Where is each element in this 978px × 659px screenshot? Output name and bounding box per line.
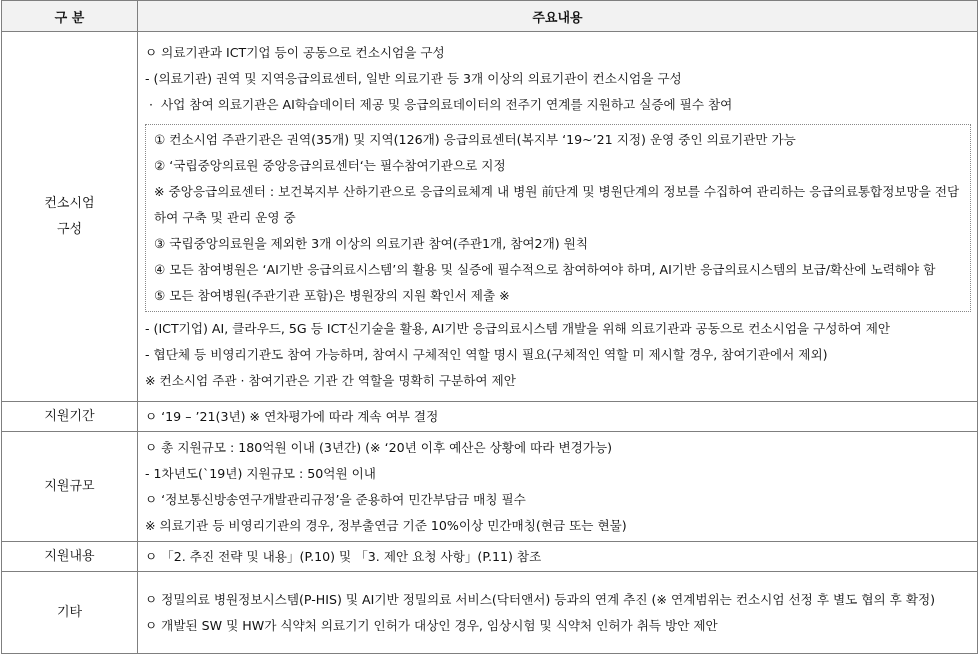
row-content-consortium	[138, 32, 978, 402]
box-line: ⑤ 모든 참여병원(주관기관 포함)은 병원장의 지원 확인서 제출 ※	[154, 287, 510, 303]
header-category: 구 분	[2, 1, 138, 32]
box-line: ② ‘국립중앙의료원 중앙응급의료센터‘는 필수참여기관으로 지정	[154, 157, 506, 173]
label-line-1: 컨소시엄	[44, 195, 95, 211]
content-line: ㅇ 개발된 SW 및 HW가 식약처 의료기기 인허가 대상인 경우, 임상시험 및 식약처 인허가 취득 방안 제안	[145, 617, 718, 633]
box-line: ③ 국립중앙의료원을 제외한 3개 이상의 의료기관 참여(주관1개, 참여2개) 원칙	[154, 235, 588, 251]
row-content-other	[138, 572, 978, 654]
row-contents	[2, 542, 978, 572]
content-line: - (ICT기업) AI, 클라우드, 5G 등 ICT신기술을 활용, AI기반 응급의료시스템 개발을 위해 의료기관과 공동으로 컨소시엄을 구성하여 제안	[145, 320, 891, 336]
label-line-2: 구성	[56, 221, 83, 237]
row-content-period	[138, 402, 978, 432]
row-other	[2, 572, 978, 654]
row-label-scale: 지원규모	[2, 432, 138, 542]
content-line: ※ 의료기관 등 비영리기관의 경우, 정부출연금 기준 10%이상 민간매칭(현금 또는 현물)	[145, 517, 627, 533]
row-scale	[2, 432, 978, 542]
row-consortium	[2, 32, 978, 402]
row-content-contents	[138, 542, 978, 572]
row-content-scale	[138, 432, 978, 542]
main-table	[1, 0, 978, 654]
content-line: ㅇ 총 지원규모 : 180억원 이내 (3년간) (※ ‘20년 이후 예산은 상황에 따라 변경가능)	[145, 439, 613, 455]
content-line: - 협단체 등 비영리기관도 참여 가능하며, 참여시 구체적인 역할 명시 필요(구체적인 역할 미 제시할 경우, 참여기관에서 제외)	[145, 346, 828, 362]
content-line: ※ 컨소시엄 주관 · 참여기관은 기관 간 역할을 명확히 구분하여 제안	[145, 372, 516, 388]
header-content: 주요내용	[138, 1, 978, 32]
content-line: - (의료기관) 권역 및 지역응급의료센터, 일반 의료기관 등 3개 이상의 의료기관이 컨소시엄을 구성	[145, 70, 682, 86]
content-line: ㅇ 정밀의료 병원정보시스템(P-HIS) 및 AI기반 정밀의료 서비스(닥터앤서) 등과의 연계 추진 (※ 연계범위는 컨소시엄 선정 후 별도 협의 후 확정)	[145, 591, 936, 607]
row-label-period: 지원기간	[2, 402, 138, 432]
table-header-row	[2, 1, 978, 32]
content-line: ㅇ 「2. 추진 전략 및 내용」(P.10) 및 「3. 제안 요청 사항」(P.11) 참조	[145, 548, 542, 564]
content-line: ㅇ ‘19 – ’21(3년) ※ 연차평가에 따라 계속 여부 결정	[145, 408, 439, 424]
content-line: · 사업 참여 의료기관은 AI학습데이터 제공 및 응급의료데이터의 전주기 연계를 지원하고 실증에 필수 참여	[145, 96, 733, 112]
row-period	[2, 402, 978, 432]
content-line: - 1차년도(`19년) 지원규모 : 50억원 이내	[145, 465, 376, 481]
row-label-consortium	[2, 32, 138, 402]
box-line: ④ 모든 참여병원은 ‘AI기반 응급의료시스템’의 활용 및 실증에 필수적으로 참여하여야 하며, AI기반 응급의료시스템의 보급/확산에 노력해야 함	[154, 261, 936, 277]
box-line: ① 컨소시엄 주관기관은 권역(35개) 및 지역(126개) 응급의료센터(복지부 ‘19~’21 지정) 운영 중인 의료기관만 가능	[154, 131, 796, 147]
row-label-contents: 지원내용	[2, 542, 138, 572]
box-line: ※ 중앙응급의료센터 : 보건복지부 산하기관으로 응급의료체계 내 병원 前단계 및 병원단계의 정보를 수집하여 관리하는 응급의료통합정보망을 전담하여 구축 및 관리 운영 중	[154, 183, 960, 225]
content-line: ㅇ ‘정보통신방송연구개발관리규정’을 준용하여 민간부담금 매칭 필수	[145, 491, 526, 507]
requirements-box	[145, 124, 971, 312]
row-label-other: 기타	[2, 572, 138, 654]
content-line: ㅇ 의료기관과 ICT기업 등이 공동으로 컨소시엄을 구성	[145, 44, 445, 60]
